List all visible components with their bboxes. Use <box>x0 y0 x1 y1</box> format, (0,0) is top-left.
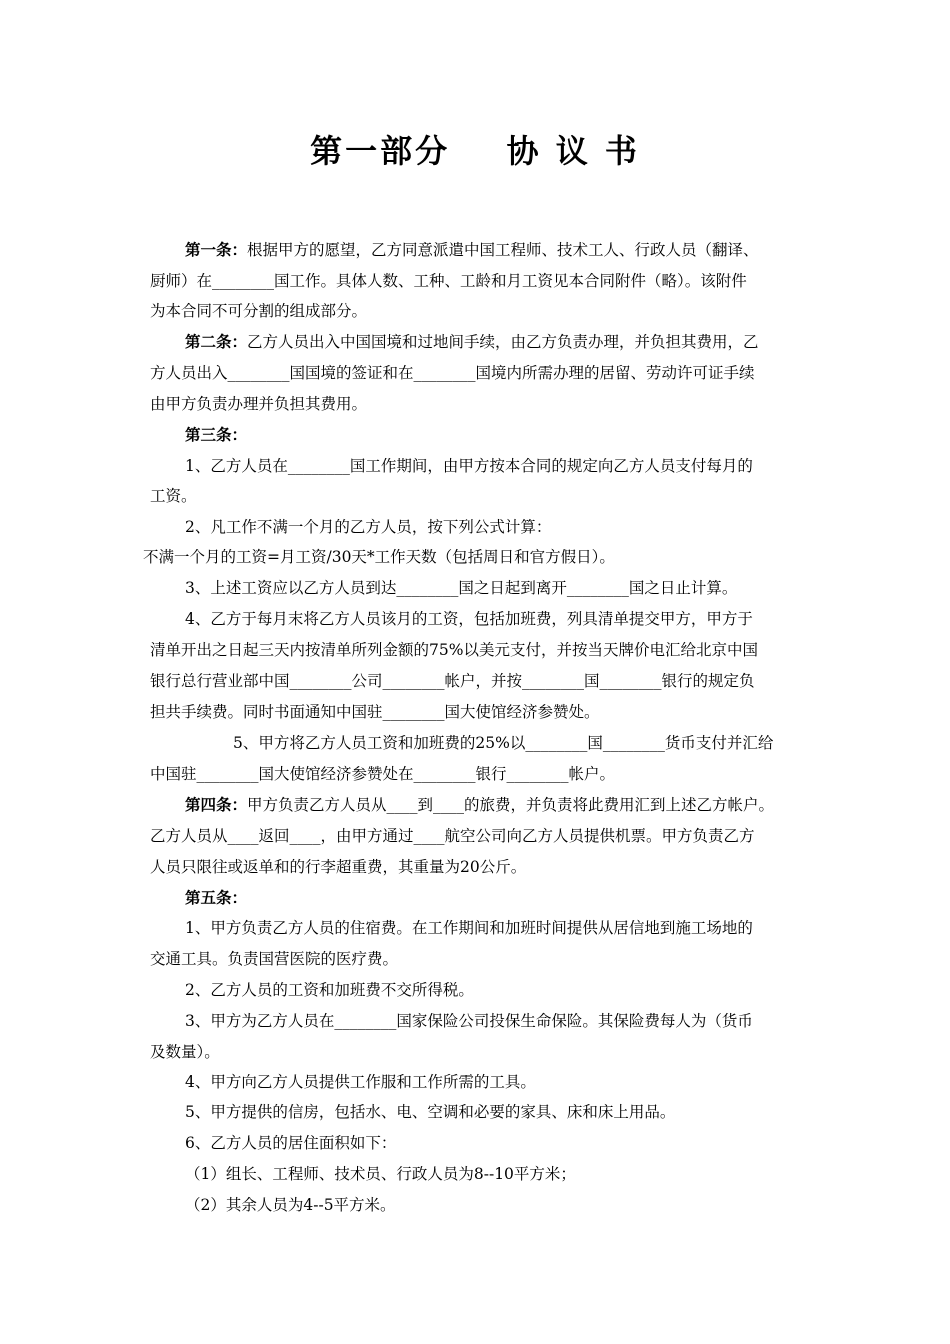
article-3-item-4c: 银行总行营业部中国________公司________帐户，并按________国________银行的规定负 <box>150 672 755 690</box>
article-3-item-1a: 1、乙方人员在________国工作期间，由甲方按本合同的规定向乙方人员支付每月的 <box>185 457 753 475</box>
article-2-line-1 <box>185 332 759 352</box>
article-5-item-6: 6、乙方人员的居住面积如下： <box>185 1134 397 1152</box>
article-2-label: 第二条： <box>185 332 248 351</box>
article-5-item-6-1: （1）组长、工程师、技术员、行政人员为8--10平方米； <box>185 1165 576 1183</box>
article-1-text-1: 根据甲方的愿望，乙方同意派遣中国工程师、技术工人、行政人员（翻译、 <box>247 241 759 259</box>
article-4-line-1 <box>185 795 774 815</box>
article-2-line-3: 由甲方负责办理并负担其费用。 <box>150 395 368 413</box>
article-3-item-4a: 4、乙方于每月末将乙方人员该月的工资，包括加班费，列具清单提交甲方，甲方于 <box>185 610 753 628</box>
page-title: 第一部分 协 议 书 <box>310 132 640 170</box>
article-5-item-2: 2、乙方人员的工资和加班费不交所得税。 <box>185 981 474 999</box>
article-5-label: 第五条： <box>185 888 248 907</box>
article-2-line-2: 方人员出入________国国境的签证和在________国境内所需办理的居留、劳动许可证手续 <box>150 364 755 382</box>
article-5-item-1a: 1、甲方负责乙方人员的住宿费。在工作期间和加班时间提供从居信地到施工场地的 <box>185 919 753 937</box>
article-1-line-3: 为本合同不可分割的组成部分。 <box>150 302 368 320</box>
article-5-item-5: 5、甲方提供的信房，包括水、电、空调和必要的家具、床和床上用品。 <box>185 1103 676 1121</box>
article-5-item-3a: 3、甲方为乙方人员在________国家保险公司投保生命保险。其保险费每人为（货币 <box>185 1012 753 1030</box>
article-5-item-4: 4、甲方向乙方人员提供工作服和工作所需的工具。 <box>185 1073 536 1091</box>
article-3-item-4b: 清单开出之日起三天内按清单所列金额的75%以美元支付，并按当天牌价电汇给北京中国 <box>150 641 758 659</box>
article-5-item-1b: 交通工具。负责国营医院的医疗费。 <box>150 950 399 968</box>
article-1-line-2: 厨师）在________国工作。具体人数、工种、工龄和月工资见本合同附件（略）。该附件 <box>150 272 747 290</box>
article-3-item-5a: 5、甲方将乙方人员工资和加班费的25%以________国________货币支付并汇给 <box>233 734 774 752</box>
article-5-item-6-2: （2）其余人员为4--5平方米。 <box>185 1196 396 1214</box>
article-4-line-2: 乙方人员从____返回____，由甲方通过____航空公司向乙方人员提供机票。甲方负责乙方 <box>150 827 755 845</box>
article-1-line-1 <box>185 240 759 260</box>
article-3-item-4d: 担共手续费。同时书面通知中国驻________国大使馆经济参赞处。 <box>150 703 600 721</box>
article-3-item-3: 3、上述工资应以乙方人员到达________国之日起到离开________国之日止计算。 <box>185 579 738 597</box>
article-4-text-1: 甲方负责乙方人员从____到____的旅费，并负责将此费用汇到上述乙方帐户。 <box>247 796 775 814</box>
article-1-label: 第一条： <box>185 240 248 259</box>
article-3-item-1b: 工资。 <box>150 487 197 505</box>
article-3-item-5b: 中国驻________国大使馆经济参赞处在________银行________帐户。 <box>150 765 616 783</box>
article-3-item-2a: 2、凡工作不满一个月的乙方人员，按下列公式计算： <box>185 518 552 536</box>
article-3-label: 第三条： <box>185 425 248 444</box>
article-4-label: 第四条： <box>185 795 248 814</box>
article-2-text-1: 乙方人员出入中国国境和过地间手续，由乙方负责办理，并负担其费用，乙 <box>247 333 759 351</box>
article-4-line-3: 人员只限往或返单和的行李超重费，其重量为20公斤。 <box>150 858 527 876</box>
article-5-item-3b: 及数量）。 <box>150 1043 220 1061</box>
article-3-item-2b: 不满一个月的工资=月工资/30天*工作天数（包括周日和官方假日）。 <box>143 548 615 566</box>
